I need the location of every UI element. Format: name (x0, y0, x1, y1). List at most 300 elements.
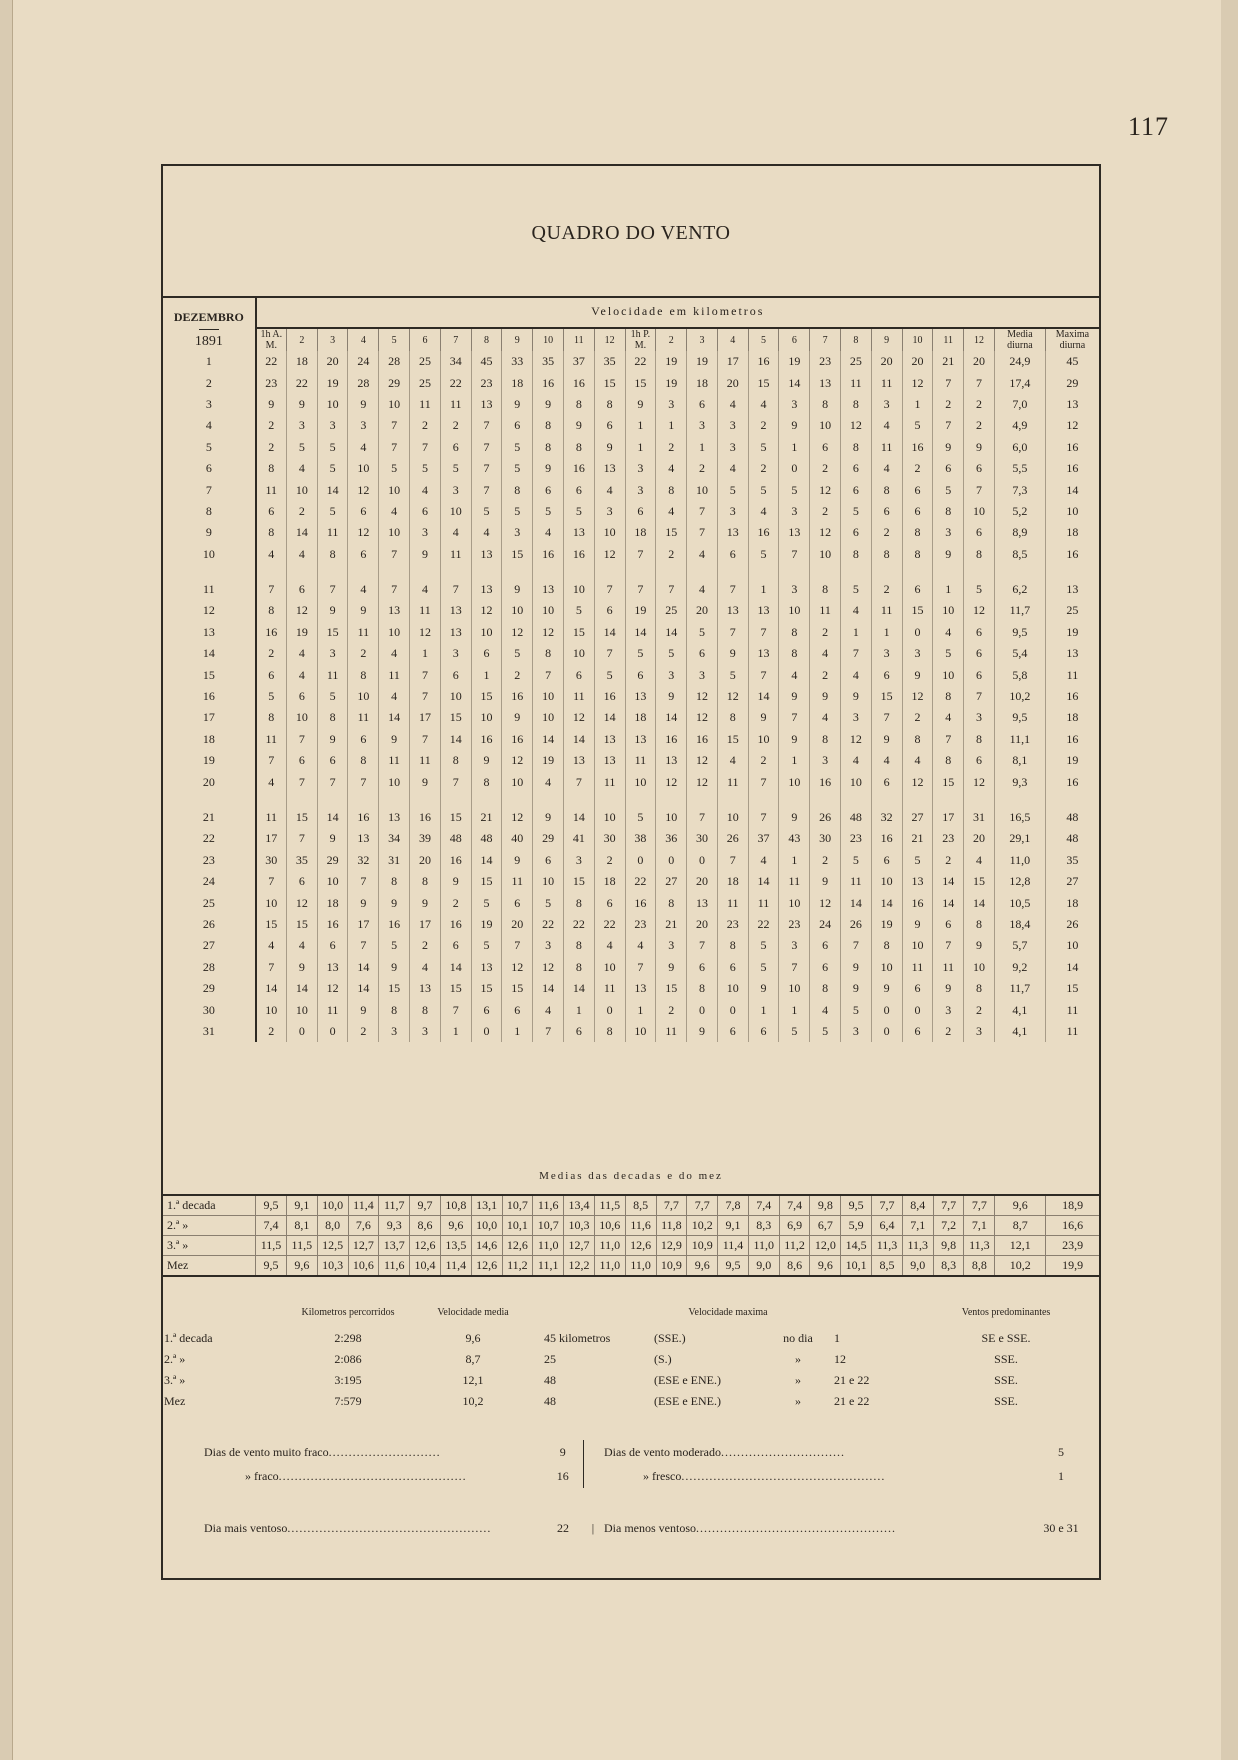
hour-value: 12 (687, 686, 718, 707)
day-cell: 23 (163, 850, 256, 871)
table-row (163, 600, 1099, 621)
table-row (163, 643, 1099, 664)
hour-value: 12 (317, 978, 348, 999)
hour-value: 4 (286, 643, 317, 664)
moderate-label: Dias de vento moderado (604, 1444, 721, 1459)
means-value: 8,6 (410, 1216, 441, 1236)
hour-value: 1 (440, 1021, 471, 1042)
hour-value: 9 (902, 914, 933, 935)
hour-value: 20 (687, 914, 718, 935)
summary-table (163, 1302, 1099, 1412)
hour-value: 9 (656, 686, 687, 707)
hour-value: 2 (656, 437, 687, 458)
hour-value: 7 (410, 729, 441, 750)
hour-value: 11 (871, 372, 902, 393)
hour-value: 9 (810, 871, 841, 892)
hour-value: 18 (625, 522, 656, 543)
hour-value: 9 (779, 415, 810, 436)
hour-value: 15 (440, 807, 471, 828)
means-value: 7,1 (902, 1216, 933, 1236)
hour-value: 8 (779, 622, 810, 643)
hour-value: 8 (533, 437, 564, 458)
hour-header: 2 (656, 328, 687, 351)
hour-header: 9 (871, 328, 902, 351)
hour-value: 10 (902, 935, 933, 956)
hour-value: 11 (410, 394, 441, 415)
hour-header: 1h A. M. (256, 328, 287, 351)
day-cell: 3 (163, 394, 256, 415)
hour-value: 5 (502, 501, 533, 522)
hour-value: 6 (840, 522, 871, 543)
summary-direction: (S.) (654, 1352, 672, 1366)
means-value: 11,4 (718, 1236, 749, 1256)
means-value: 7,4 (748, 1195, 779, 1216)
hour-value: 11 (379, 750, 410, 771)
hour-value: 32 (348, 850, 379, 871)
hour-value: 10 (964, 957, 995, 978)
hour-value: 4 (348, 437, 379, 458)
days-row-3 (163, 1516, 1099, 1540)
hour-value: 3 (379, 1021, 410, 1042)
hour-value: 14 (317, 479, 348, 500)
hour-value: 2 (594, 850, 625, 871)
hour-value: 6 (471, 643, 502, 664)
hour-value: 13 (779, 522, 810, 543)
hour-value: 5 (317, 458, 348, 479)
day-cell: 24 (163, 871, 256, 892)
hour-value: 18 (687, 372, 718, 393)
hour-value: 13 (471, 579, 502, 600)
hour-value: 9 (656, 957, 687, 978)
hour-header: 6 (410, 328, 441, 351)
table-row (163, 501, 1099, 522)
table-row (163, 437, 1099, 458)
hour-value: 12 (902, 771, 933, 792)
hour-header: 5 (379, 328, 410, 351)
hour-value: 3 (440, 479, 471, 500)
hour-value: 6 (717, 1021, 748, 1042)
day-cell: 12 (163, 600, 256, 621)
hour-value: 3 (933, 999, 964, 1020)
month-divider (199, 329, 219, 330)
hour-value: 19 (625, 600, 656, 621)
hour-value: 8 (902, 522, 933, 543)
hour-value: 4 (256, 544, 287, 565)
hour-value: 10 (348, 458, 379, 479)
hour-value: 1 (748, 999, 779, 1020)
media-value: 7,3 (994, 479, 1045, 500)
hour-value: 7 (625, 579, 656, 600)
hour-value: 7 (410, 686, 441, 707)
hour-value: 7 (286, 828, 317, 849)
hour-value: 7 (964, 372, 995, 393)
hour-value: 8 (933, 686, 964, 707)
hour-value: 6 (533, 850, 564, 871)
hour-value: 11 (256, 807, 287, 828)
hour-value: 5 (594, 664, 625, 685)
hour-value: 9 (779, 729, 810, 750)
hour-value: 7 (256, 579, 287, 600)
hour-value: 10 (625, 1021, 656, 1042)
means-value: 11,5 (256, 1236, 287, 1256)
hour-value: 3 (810, 750, 841, 771)
hour-value: 9 (625, 394, 656, 415)
hour-value: 2 (933, 394, 964, 415)
hour-value: 3 (656, 935, 687, 956)
hour-value: 6 (902, 479, 933, 500)
hour-value: 1 (625, 415, 656, 436)
maxima-value: 14 (1066, 959, 1079, 974)
hour-value: 5 (840, 850, 871, 871)
hour-value: 3 (317, 415, 348, 436)
summary-direction: (SSE.) (654, 1331, 686, 1345)
hour-value: 9 (317, 600, 348, 621)
day-cell: 7 (163, 479, 256, 500)
hour-value: 8 (717, 935, 748, 956)
hour-value: 18 (717, 871, 748, 892)
hour-value: 16 (471, 729, 502, 750)
hour-value: 3 (779, 501, 810, 522)
hour-value: 4 (933, 707, 964, 728)
hour-value: 4 (871, 750, 902, 771)
hour-value: 2 (810, 458, 841, 479)
media-value: 29,1 (994, 828, 1045, 849)
hour-value: 13 (748, 600, 779, 621)
day-cell: 13 (163, 622, 256, 643)
means-value: 11,8 (656, 1216, 687, 1236)
maxima-value: 16 (1066, 689, 1079, 704)
means-row (163, 1256, 1099, 1277)
hour-value: 5 (410, 458, 441, 479)
means-table (163, 1194, 1099, 1277)
hour-value: 5 (748, 544, 779, 565)
hour-value: 12 (810, 522, 841, 543)
hour-value: 12 (563, 707, 594, 728)
hour-value: 14 (256, 978, 287, 999)
hour-value: 11 (502, 871, 533, 892)
hour-value: 5 (964, 579, 995, 600)
table-row (163, 750, 1099, 771)
hour-value: 9 (594, 437, 625, 458)
hour-value: 6 (964, 458, 995, 479)
hour-value: 4 (717, 750, 748, 771)
summary-label: 3.ª » (164, 1373, 186, 1387)
hour-value: 9 (471, 750, 502, 771)
hour-value: 10 (717, 807, 748, 828)
hour-value: 22 (286, 372, 317, 393)
day-cell: 1 (163, 351, 256, 372)
hour-value: 6 (502, 415, 533, 436)
hour-value: 10 (779, 978, 810, 999)
hour-value: 9 (748, 978, 779, 999)
summary-vel: 10,2 (462, 1394, 484, 1408)
hour-value: 13 (687, 892, 718, 913)
days-divider (583, 1464, 603, 1488)
hour-value: 6 (440, 935, 471, 956)
hour-value: 23 (840, 828, 871, 849)
hour-value: 6 (717, 544, 748, 565)
hour-value: 8 (563, 935, 594, 956)
hour-value: 12 (902, 686, 933, 707)
hour-value: 16 (871, 828, 902, 849)
hour-value: 13 (656, 750, 687, 771)
hour-value: 24 (348, 351, 379, 372)
hour-value: 15 (286, 807, 317, 828)
hour-value: 2 (256, 437, 287, 458)
hour-value: 16 (902, 892, 933, 913)
hour-value: 0 (594, 999, 625, 1020)
summary-direction: (ESE e ENE.) (654, 1394, 721, 1408)
means-value: 11,4 (440, 1256, 471, 1277)
hour-value: 13 (533, 579, 564, 600)
hour-value: 8 (964, 978, 995, 999)
means-value: 9,3 (379, 1216, 410, 1236)
hour-value: 17 (933, 807, 964, 828)
maxima-value: 26 (1066, 916, 1079, 931)
hour-value: 5 (748, 957, 779, 978)
hour-value: 9 (687, 1021, 718, 1042)
hour-value: 4 (779, 664, 810, 685)
hour-header-row (163, 328, 1099, 351)
hour-value: 9 (779, 686, 810, 707)
hour-value: 34 (440, 351, 471, 372)
hour-value: 0 (656, 850, 687, 871)
hour-value: 22 (625, 351, 656, 372)
hour-value: 11 (810, 600, 841, 621)
hour-value: 2 (410, 415, 441, 436)
hour-value: 20 (902, 351, 933, 372)
hour-value: 22 (625, 871, 656, 892)
hour-value: 8 (810, 978, 841, 999)
hour-value: 6 (871, 850, 902, 871)
hour-value: 5 (810, 1021, 841, 1042)
hour-value: 6 (902, 978, 933, 999)
hour-value: 10 (317, 394, 348, 415)
hour-value: 2 (348, 1021, 379, 1042)
hour-header: 10 (533, 328, 564, 351)
day-cell: 5 (163, 437, 256, 458)
hour-value: 6 (348, 501, 379, 522)
hour-value: 4 (256, 935, 287, 956)
means-value: 8,0 (317, 1216, 348, 1236)
media-value: 9,5 (994, 707, 1045, 728)
hour-value: 7 (964, 479, 995, 500)
hour-value: 27 (656, 871, 687, 892)
hour-value: 22 (440, 372, 471, 393)
day-cell: 29 (163, 978, 256, 999)
hour-value: 3 (563, 850, 594, 871)
hour-value: 15 (317, 622, 348, 643)
hour-value: 14 (594, 622, 625, 643)
hour-value: 10 (286, 479, 317, 500)
hour-value: 14 (317, 807, 348, 828)
hour-value: 6 (964, 522, 995, 543)
hour-value: 6 (625, 664, 656, 685)
hour-value: 6 (625, 501, 656, 522)
hour-value: 3 (625, 458, 656, 479)
hour-value: 5 (502, 643, 533, 664)
maxima-value: 19 (1066, 753, 1079, 768)
means-row (163, 1236, 1099, 1256)
means-label: Mez (163, 1256, 256, 1277)
hour-value: 9 (748, 707, 779, 728)
means-value: 13,1 (471, 1195, 502, 1216)
hour-value: 18 (317, 892, 348, 913)
hour-value: 29 (379, 372, 410, 393)
table-row (163, 544, 1099, 565)
hour-value: 8 (563, 437, 594, 458)
means-value: 12,2 (564, 1256, 595, 1277)
hour-value: 8 (563, 394, 594, 415)
means-value: 11,0 (594, 1256, 625, 1277)
hour-value: 10 (379, 479, 410, 500)
hour-value: 13 (471, 544, 502, 565)
hour-value: 11 (748, 892, 779, 913)
hour-value: 1 (502, 1021, 533, 1042)
hour-value: 4 (348, 579, 379, 600)
hour-value: 10 (471, 707, 502, 728)
hour-value: 9 (286, 957, 317, 978)
maxima-value: 29 (1066, 375, 1079, 390)
summary-day: 21 e 22 (834, 1394, 870, 1408)
hour-value: 9 (317, 828, 348, 849)
maxima-value: 11 (1066, 1023, 1079, 1038)
hour-value: 20 (871, 351, 902, 372)
hour-value: 6 (810, 935, 841, 956)
hour-value: 14 (563, 729, 594, 750)
hour-value: 18 (286, 351, 317, 372)
hour-value: 6 (964, 622, 995, 643)
hour-value: 0 (871, 1021, 902, 1042)
hour-value: 11 (902, 957, 933, 978)
hour-value: 1 (656, 415, 687, 436)
hour-value: 11 (440, 544, 471, 565)
media-value: 12,8 (994, 871, 1045, 892)
hour-value: 8 (933, 750, 964, 771)
hour-value: 11 (256, 729, 287, 750)
hour-value: 16 (656, 729, 687, 750)
hour-value: 8 (840, 544, 871, 565)
hour-value: 14 (748, 686, 779, 707)
hour-value: 5 (379, 458, 410, 479)
media-value: 4,1 (994, 1021, 1045, 1042)
hour-value: 15 (902, 600, 933, 621)
hour-value: 23 (933, 828, 964, 849)
table-row (163, 871, 1099, 892)
hour-value: 26 (810, 807, 841, 828)
hour-value: 9 (317, 729, 348, 750)
hour-value: 25 (410, 351, 441, 372)
hour-value: 8 (964, 729, 995, 750)
hour-value: 23 (256, 372, 287, 393)
hour-value: 13 (625, 686, 656, 707)
hour-value: 19 (656, 372, 687, 393)
summary-km: 2:086 (334, 1352, 362, 1366)
means-value: 10,8 (440, 1195, 471, 1216)
hour-value: 8 (256, 707, 287, 728)
hour-value: 8 (810, 729, 841, 750)
hour-value: 10 (256, 999, 287, 1020)
hour-value: 16 (563, 372, 594, 393)
means-value: 10,3 (317, 1256, 348, 1277)
hour-value: 13 (594, 458, 625, 479)
hour-value: 2 (902, 707, 933, 728)
media-value: 6,0 (994, 437, 1045, 458)
day-cell: 19 (163, 750, 256, 771)
hour-value: 23 (779, 914, 810, 935)
hour-value: 9 (348, 892, 379, 913)
hour-value: 8 (933, 501, 964, 522)
maxima-value: 13 (1066, 646, 1079, 661)
hour-value: 7 (625, 957, 656, 978)
table-row (163, 458, 1099, 479)
hour-value: 8 (717, 707, 748, 728)
means-value: 11,6 (533, 1195, 564, 1216)
hour-value: 2 (964, 415, 995, 436)
means-value: 12,9 (656, 1236, 687, 1256)
hour-value: 1 (933, 579, 964, 600)
means-title: Medias das decadas e do mez (539, 1170, 723, 1182)
day-cell: 22 (163, 828, 256, 849)
hour-value: 2 (748, 415, 779, 436)
days-divider: | (591, 1520, 595, 1535)
means-value: 11,0 (594, 1236, 625, 1256)
hour-value: 7 (379, 579, 410, 600)
very-weak-label: Dias de vento muito fraco (204, 1444, 329, 1459)
hour-value: 23 (471, 372, 502, 393)
hour-value: 7 (379, 415, 410, 436)
hour-value: 21 (933, 351, 964, 372)
hour-value: 6 (440, 437, 471, 458)
days-row-1 (163, 1440, 1099, 1464)
hour-value: 20 (964, 828, 995, 849)
hour-value: 6 (594, 600, 625, 621)
hour-value: 7 (594, 579, 625, 600)
month-label: DEZEMBRO (173, 309, 244, 324)
hour-value: 14 (563, 978, 594, 999)
hour-value: 2 (748, 750, 779, 771)
vel-header: Velocidade media (437, 1307, 509, 1318)
means-value: 11,4 (348, 1195, 379, 1216)
hour-value: 13 (563, 522, 594, 543)
hour-value: 4 (379, 686, 410, 707)
means-media: 10,2 (995, 1256, 1046, 1277)
hour-value: 7 (256, 957, 287, 978)
hour-value: 22 (533, 914, 564, 935)
hour-value: 16 (625, 892, 656, 913)
hour-value: 7 (440, 771, 471, 792)
hour-value: 13 (379, 807, 410, 828)
windiest-label: Dia mais ventoso (204, 1520, 288, 1535)
hour-value: 16 (563, 544, 594, 565)
hour-value: 9 (779, 807, 810, 828)
means-value: 12,6 (502, 1236, 533, 1256)
hour-header: 12 (594, 328, 625, 351)
hour-value: 8 (871, 479, 902, 500)
hour-value: 15 (563, 622, 594, 643)
hour-value: 15 (502, 544, 533, 565)
media-value: 9,3 (994, 771, 1045, 792)
maxima-value: 18 (1066, 525, 1079, 540)
hour-value: 13 (625, 729, 656, 750)
table-row (163, 622, 1099, 643)
hour-header: 11 (563, 328, 594, 351)
means-value: 11,0 (748, 1236, 779, 1256)
hour-value: 32 (871, 807, 902, 828)
hour-value: 7 (933, 372, 964, 393)
hour-value: 16 (379, 914, 410, 935)
hour-value: 11 (348, 622, 379, 643)
